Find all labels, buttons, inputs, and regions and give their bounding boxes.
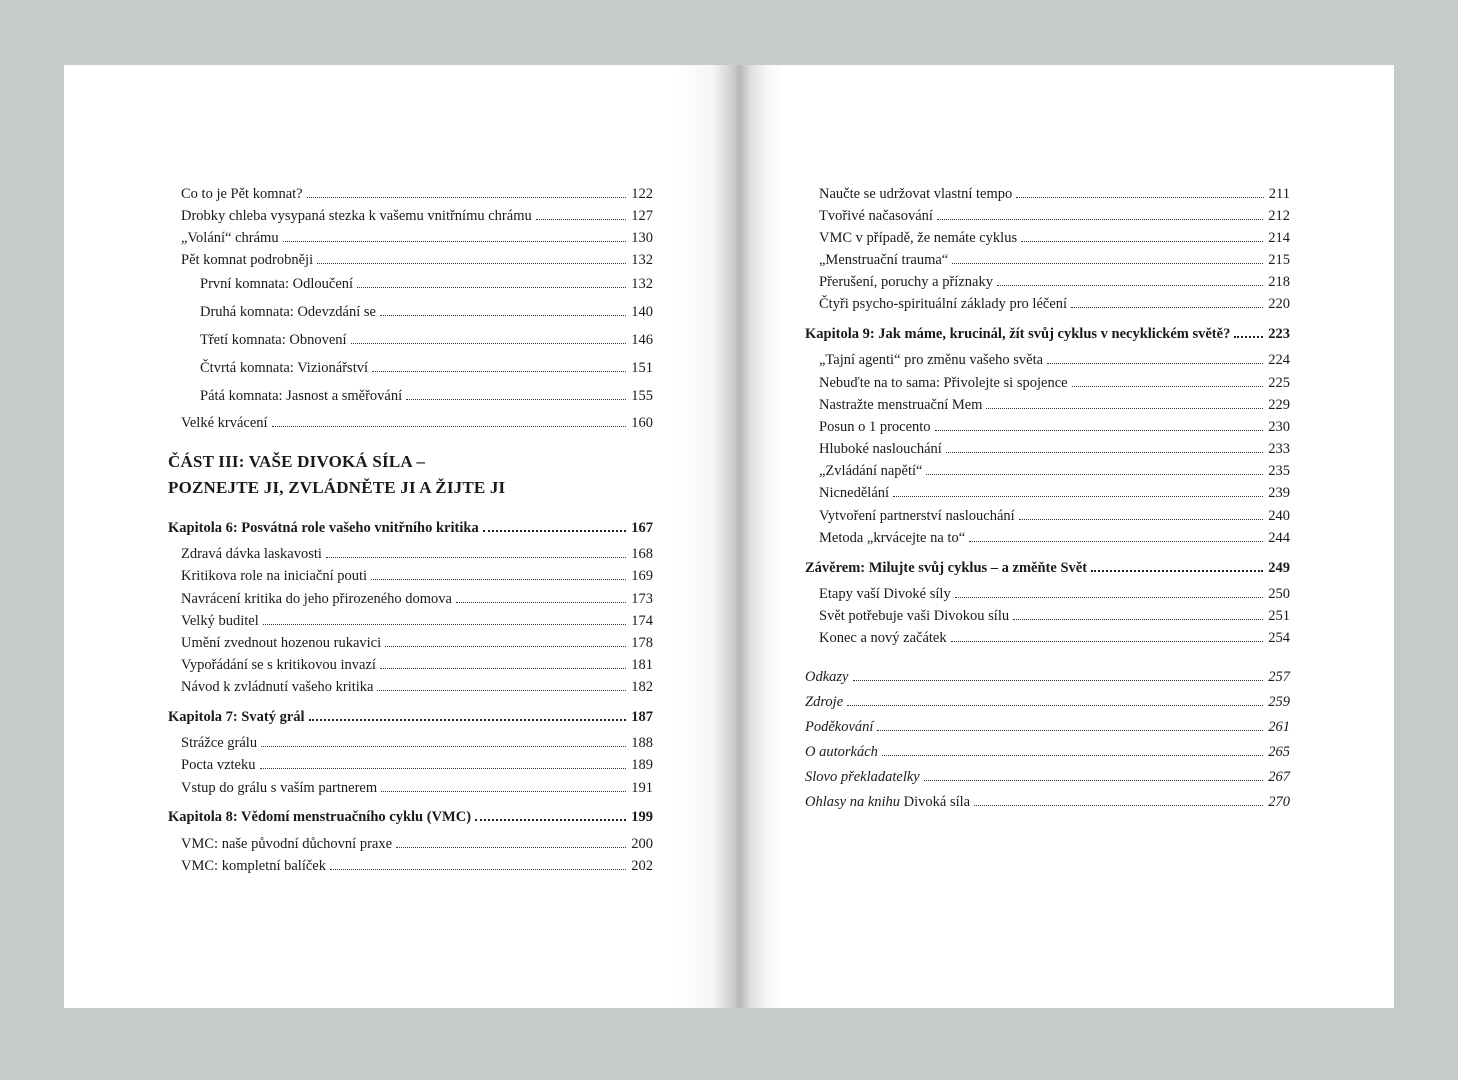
- toc-entry-page: 181: [631, 657, 653, 673]
- toc-entry: [819, 507, 1290, 525]
- toc-leader-dots: [946, 451, 1263, 453]
- toc-subentry: [200, 303, 653, 321]
- toc-entry-page: 151: [631, 360, 653, 376]
- toc-entry: [181, 545, 653, 563]
- toc-leader-dots: [261, 745, 626, 747]
- toc-entry: [181, 857, 653, 875]
- toc-entry-page: 155: [631, 388, 653, 404]
- toc-entry-title: Zdravá dávka laskavosti: [181, 546, 322, 562]
- toc-entry: [181, 612, 653, 630]
- toc-entry-page: 259: [1268, 694, 1290, 710]
- toc-entry-title: VMC: kompletní balíček: [181, 858, 326, 874]
- toc-entry-title: Kritikova role na iniciační pouti: [181, 568, 368, 584]
- toc-entry-page: 212: [1268, 208, 1290, 224]
- toc-entry-title: Svět potřebuje vaši Divokou sílu: [819, 608, 1010, 624]
- toc-leader-dots: [283, 240, 627, 242]
- toc-entry-title: Tvořivé načasování: [819, 208, 933, 224]
- toc-subentry: [200, 359, 653, 377]
- toc-entry: [819, 418, 1290, 436]
- toc-leader-dots: [396, 846, 626, 848]
- toc-entry-page: 233: [1268, 441, 1290, 457]
- toc-chapter-title: Kapitola 6: Posvátná role vašeho vnitřního kritika: [168, 520, 479, 536]
- toc-leader-dots: [1072, 385, 1264, 387]
- toc-chapter-page: 249: [1268, 560, 1290, 576]
- toc-entry: [819, 207, 1290, 225]
- toc-subentry: [200, 387, 653, 405]
- toc-leader-dots: [1071, 306, 1263, 308]
- toc-entry-page: 202: [631, 858, 653, 874]
- book-spread: [64, 65, 1394, 1008]
- toc-entry-page: 169: [631, 568, 653, 584]
- toc-entry-page: 188: [631, 735, 653, 751]
- toc-entry-page: 265: [1268, 744, 1290, 760]
- toc-entry: [819, 585, 1290, 603]
- toc-entry-title: Umění zvednout hozenou rukavici: [181, 635, 382, 651]
- toc-chapter-page: 223: [1268, 326, 1290, 342]
- toc-entry: [819, 484, 1290, 502]
- toc-entry-page: 122: [631, 186, 653, 202]
- toc-entry: [181, 229, 653, 247]
- toc-entry-page: 146: [631, 332, 653, 348]
- toc-entry-title: Čtvrtá komnata: Vizionářství: [200, 360, 368, 376]
- toc-entry-page: 178: [631, 635, 653, 651]
- toc-entry-title: Nastražte menstruační Mem: [819, 397, 983, 413]
- toc-entry: [819, 251, 1290, 269]
- toc-leader-dots: [483, 529, 627, 532]
- toc-entry: [819, 374, 1290, 392]
- toc-entry-title: Hluboké naslouchání: [819, 441, 942, 457]
- toc-subentry: [200, 275, 653, 293]
- toc-entry-title: O autorkách: [805, 744, 878, 760]
- toc-entry-title: Čtyři psycho-spirituální základy pro léčení: [819, 296, 1068, 312]
- toc-entry-title: Etapy vaší Divoké síly: [819, 586, 951, 602]
- toc-entry-title: „Zvládání napětí“: [819, 463, 923, 479]
- toc-entry-page: 160: [631, 415, 653, 431]
- toc-leader-dots: [847, 704, 1263, 706]
- toc-leader-dots: [381, 790, 626, 792]
- toc-entry-title: Slovo překladatelky: [805, 769, 920, 785]
- toc-leader-dots: [260, 767, 627, 769]
- toc-entry-page: 267: [1268, 769, 1290, 785]
- toc-entry: [819, 229, 1290, 247]
- part-heading: [168, 449, 505, 501]
- toc-leader-dots: [380, 667, 626, 669]
- toc-entry-title: Velký buditel: [181, 613, 259, 629]
- toc-entry-title: Zdroje: [805, 694, 844, 710]
- toc-leader-dots: [1013, 618, 1263, 620]
- toc-entry-page: 173: [631, 591, 653, 607]
- toc-leader-dots: [926, 473, 1263, 475]
- toc-entry-title: Třetí komnata: Obnovení: [200, 332, 347, 348]
- toc-entry-page: 174: [631, 613, 653, 629]
- toc-entry: [819, 462, 1290, 480]
- toc-entry-title: První komnata: Odloučení: [200, 276, 354, 292]
- toc-entry-page: 270: [1268, 794, 1290, 810]
- toc-leader-dots: [1091, 569, 1263, 572]
- toc-entry-title: Co to je Pět komnat?: [181, 186, 303, 202]
- toc-chapter-title: Kapitola 7: Svatý grál: [168, 709, 305, 725]
- toc-entry-page: 127: [631, 208, 653, 224]
- toc-entry-page: 132: [631, 276, 653, 292]
- toc-entry-page: 224: [1268, 352, 1290, 368]
- toc-leader-dots: [997, 284, 1263, 286]
- toc-chapter: [168, 708, 653, 726]
- toc-leader-dots: [385, 645, 626, 647]
- toc-entry-title: Posun o 1 procento: [819, 419, 931, 435]
- toc-leader-dots: [272, 425, 627, 427]
- toc-entry-title: Naučte se udržovat vlastní tempo: [819, 186, 1013, 202]
- left-page: [64, 65, 729, 1008]
- toc-entry-title: „Tajní agenti“ pro změnu vašeho světa: [819, 352, 1044, 368]
- toc-entry-title: Pět komnat podrobněji: [181, 252, 314, 268]
- toc-leader-dots: [372, 370, 626, 372]
- toc-leader-dots: [380, 314, 626, 316]
- toc-entry-page: 211: [1268, 186, 1290, 202]
- toc-entry-page: 200: [631, 836, 653, 852]
- toc-leader-dots: [307, 196, 627, 198]
- toc-entry-page: 191: [631, 780, 653, 796]
- toc-entry: [181, 567, 653, 585]
- toc-entry-page: 257: [1268, 669, 1290, 685]
- toc-entry-page: 214: [1268, 230, 1290, 246]
- toc-leader-dots: [326, 556, 626, 558]
- toc-leader-dots: [935, 429, 1264, 431]
- toc-leader-dots: [263, 623, 627, 625]
- toc-entry: [181, 251, 653, 269]
- toc-entry-page: 225: [1268, 375, 1290, 391]
- toc-chapter: [805, 325, 1290, 343]
- toc-entry-title-italic: Ohlasy na knihu: [805, 794, 901, 810]
- toc-entry: [181, 207, 653, 225]
- toc-backmatter: [805, 793, 1290, 811]
- toc-entry-page: 250: [1268, 586, 1290, 602]
- toc-entry-title: Velké krvácení: [181, 415, 268, 431]
- toc-entry-page: 251: [1268, 608, 1290, 624]
- toc-leader-dots: [406, 398, 626, 400]
- toc-entry-title: Nicnedělání: [819, 485, 890, 501]
- toc-entry: [181, 678, 653, 696]
- toc-entry: [819, 185, 1290, 203]
- toc-entry-page: 182: [631, 679, 653, 695]
- toc-entry-title: Vypořádání se s kritikovou invazí: [181, 657, 376, 673]
- toc-leader-dots: [1047, 362, 1263, 364]
- toc-leader-dots: [1234, 335, 1263, 338]
- toc-entry-page: 240: [1268, 508, 1290, 524]
- toc-entry: [181, 656, 653, 674]
- toc-backmatter: [805, 743, 1290, 761]
- toc-leader-dots: [357, 286, 626, 288]
- toc-leader-dots: [1021, 240, 1263, 242]
- toc-entry-title: Odkazy: [805, 669, 849, 685]
- toc-entry-title: „Volání“ chrámu: [181, 230, 279, 246]
- toc-entry-page: 168: [631, 546, 653, 562]
- toc-chapter: [168, 808, 653, 826]
- book-title: Divoká síla: [903, 794, 971, 810]
- toc-leader-dots: [377, 689, 626, 691]
- toc-entry-title: Druhá komnata: Odevzdání se: [200, 304, 376, 320]
- toc-entry: [819, 607, 1290, 625]
- toc-chapter: [805, 559, 1290, 577]
- toc-entry-page: 235: [1268, 463, 1290, 479]
- part-heading-line: ČÁST III: VAŠE DIVOKÁ SÍLA –: [168, 452, 426, 471]
- toc-entry: [819, 273, 1290, 291]
- toc-leader-dots: [974, 804, 1263, 806]
- toc-entry-title: VMC v případě, že nemáte cyklus: [819, 230, 1018, 246]
- toc-leader-dots: [951, 640, 1264, 642]
- toc-entry: [819, 529, 1290, 547]
- toc-leader-dots: [986, 407, 1263, 409]
- toc-entry: [181, 779, 653, 797]
- toc-entry-title: Vstup do grálu s vaším partnerem: [181, 780, 378, 796]
- toc-leader-dots: [877, 729, 1263, 731]
- toc-entry-page: 230: [1268, 419, 1290, 435]
- toc-entry: [181, 756, 653, 774]
- toc-entry-page: 140: [631, 304, 653, 320]
- toc-entry-page: 254: [1268, 630, 1290, 646]
- toc-leader-dots: [536, 218, 627, 220]
- toc-entry: [181, 734, 653, 752]
- toc-entry: [181, 634, 653, 652]
- toc-entry-page: 132: [631, 252, 653, 268]
- toc-entry-title: Návod k zvládnutí vašeho kritika: [181, 679, 374, 695]
- toc-chapter-title: Kapitola 8: Vědomí menstruačního cyklu (VMC): [168, 809, 472, 825]
- toc-leader-dots: [309, 718, 627, 721]
- toc-leader-dots: [317, 262, 626, 264]
- toc-entry: [181, 185, 653, 203]
- toc-leader-dots: [351, 342, 627, 344]
- toc-backmatter: [805, 693, 1290, 711]
- toc-entry: [181, 590, 653, 608]
- toc-backmatter: [805, 668, 1290, 686]
- toc-entry: [819, 396, 1290, 414]
- toc-entry: [181, 835, 653, 853]
- toc-entry-title: Drobky chleba vysypaná stezka k vašemu vnitřnímu chrámu: [181, 208, 532, 224]
- toc-entry-page: 239: [1268, 485, 1290, 501]
- toc-chapter: [168, 519, 653, 537]
- toc-entry-title: Pátá komnata: Jasnost a směřování: [200, 388, 403, 404]
- toc-entry-title: Přerušení, poruchy a příznaky: [819, 274, 993, 290]
- toc-subentry: [200, 331, 653, 349]
- toc-entry: [819, 629, 1290, 647]
- toc-entry: [819, 351, 1290, 369]
- toc-entry-title: „Menstruační trauma“: [819, 252, 949, 268]
- toc-leader-dots: [882, 754, 1263, 756]
- toc-leader-dots: [955, 596, 1264, 598]
- toc-entry-page: 229: [1268, 397, 1290, 413]
- toc-entry-title: Pocta vzteku: [181, 757, 256, 773]
- part-heading-line: POZNEJTE JI, ZVLÁDNĚTE JI A ŽIJTE JI: [168, 478, 506, 497]
- toc-entry: [181, 414, 653, 432]
- toc-leader-dots: [853, 679, 1264, 681]
- toc-chapter-page: 187: [631, 709, 653, 725]
- toc-chapter-page: 167: [631, 520, 653, 536]
- toc-entry-title: [805, 793, 974, 811]
- toc-entry-title: Metoda „krvácejte na to“: [819, 530, 966, 546]
- toc-entry-title: Navrácení kritika do jeho přirozeného domova: [181, 591, 452, 607]
- toc-entry-page: 189: [631, 757, 653, 773]
- toc-entry-title: VMC: naše původní důchovní praxe: [181, 836, 393, 852]
- toc-entry-page: 218: [1268, 274, 1290, 290]
- toc-entry-title: Poděkování: [805, 719, 874, 735]
- toc-leader-dots: [371, 578, 626, 580]
- toc-leader-dots: [1019, 518, 1264, 520]
- toc-entry-page: 130: [631, 230, 653, 246]
- toc-entry: [819, 295, 1290, 313]
- toc-leader-dots: [893, 495, 1263, 497]
- toc-chapter-title: Kapitola 9: Jak máme, krucinál, žít svůj cyklus v necyklickém světě?: [805, 326, 1231, 342]
- toc-leader-dots: [969, 540, 1263, 542]
- toc-entry-page: 215: [1268, 252, 1290, 268]
- toc-chapter-page: 199: [631, 809, 653, 825]
- toc-backmatter: [805, 768, 1290, 786]
- right-page: [729, 65, 1394, 1008]
- toc-leader-dots: [952, 262, 1263, 264]
- toc-leader-dots: [456, 601, 626, 603]
- toc-entry-page: 244: [1268, 530, 1290, 546]
- toc-backmatter: [805, 718, 1290, 736]
- toc-entry-title: Nebuďte na to sama: Přivolejte si spojence: [819, 375, 1068, 391]
- toc-entry-title: Strážce grálu: [181, 735, 258, 751]
- toc-entry-page: 261: [1268, 719, 1290, 735]
- toc-leader-dots: [475, 818, 626, 821]
- toc-leader-dots: [1016, 196, 1264, 198]
- toc-entry-title: Vytvoření partnerství naslouchání: [819, 508, 1015, 524]
- toc-entry-title: Konec a nový začátek: [819, 630, 947, 646]
- toc-chapter-title: Závěrem: Milujte svůj cyklus – a změňte Svět: [805, 560, 1088, 576]
- toc-leader-dots: [924, 779, 1264, 781]
- toc-entry-page: 220: [1268, 296, 1290, 312]
- toc-leader-dots: [330, 868, 626, 870]
- toc-entry: [819, 440, 1290, 458]
- toc-leader-dots: [937, 218, 1263, 220]
